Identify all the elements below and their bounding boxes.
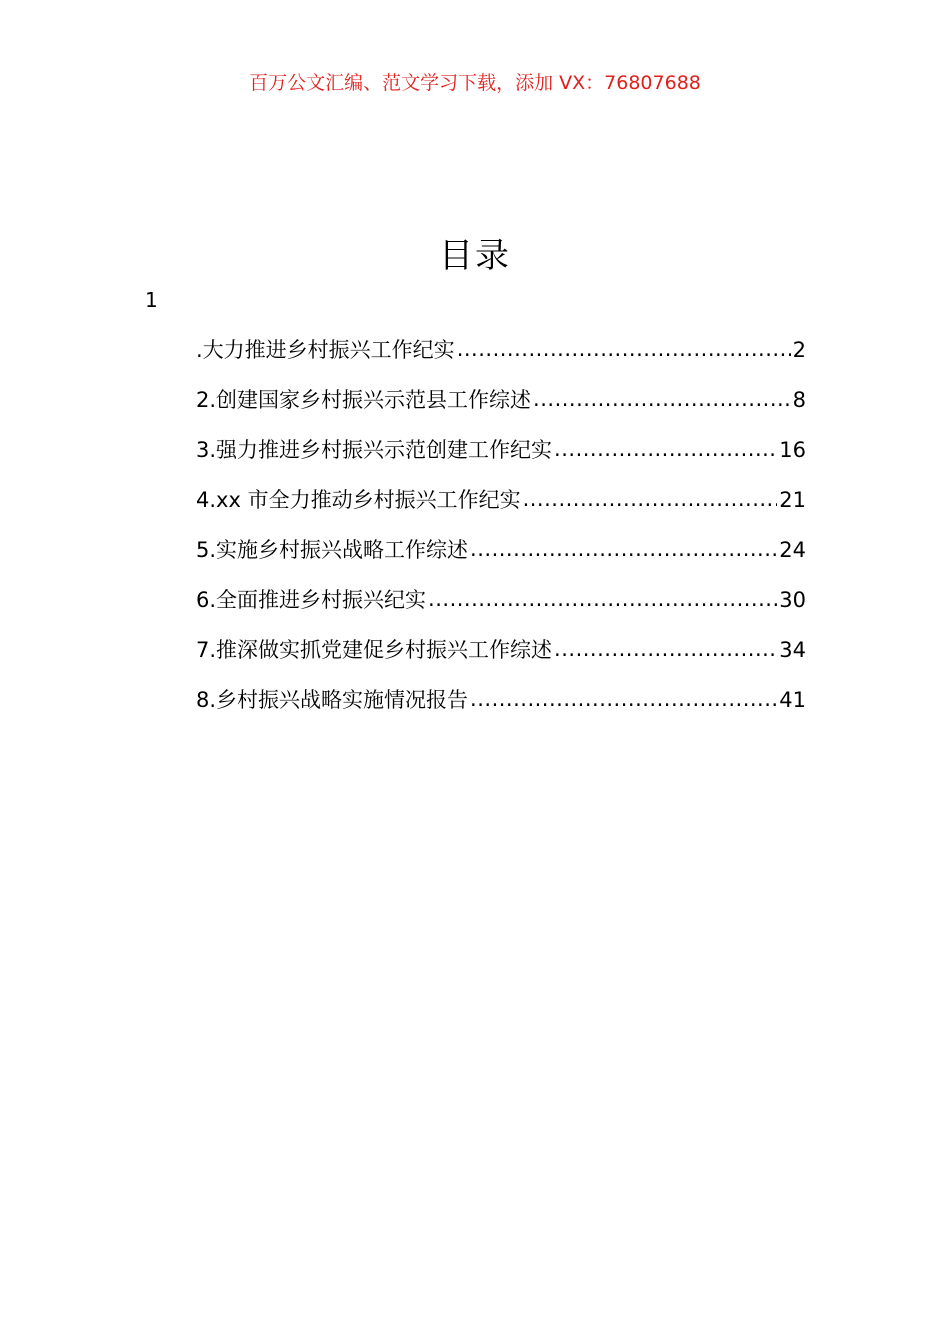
toc-entry[interactable] bbox=[196, 634, 806, 684]
toc-entry[interactable] bbox=[196, 484, 806, 534]
toc-entry[interactable] bbox=[196, 384, 806, 434]
toc-entry-label: 4.xx 市全力推动乡村振兴工作纪实 bbox=[196, 488, 521, 512]
toc-entry-label: 7.推深做实抓党建促乡村振兴工作综述 bbox=[196, 638, 553, 662]
dot-leader bbox=[554, 437, 777, 461]
toc-entry-page: 21 bbox=[779, 488, 806, 512]
toc-entry[interactable] bbox=[196, 334, 806, 384]
toc-entry[interactable] bbox=[196, 684, 806, 734]
header-note: 百万公文汇编、范文学习下载，添加 VX：76807688 bbox=[249, 72, 701, 94]
toc-number: 1 bbox=[145, 288, 158, 312]
toc-entry[interactable] bbox=[196, 434, 806, 484]
dot-leader bbox=[428, 587, 777, 611]
toc-list bbox=[196, 334, 806, 734]
toc-entry-label: 3.强力推进乡村振兴示范创建工作纪实 bbox=[196, 438, 553, 462]
dot-leader bbox=[457, 337, 791, 361]
dot-leader bbox=[523, 487, 778, 511]
toc-entry-page: 2 bbox=[792, 338, 806, 362]
toc-entry-page: 24 bbox=[779, 538, 806, 562]
dot-leader bbox=[470, 537, 777, 561]
toc-entry-page: 16 bbox=[779, 438, 806, 462]
toc-entry-label: 2.创建国家乡村振兴示范县工作综述 bbox=[196, 388, 532, 412]
toc-entry-label: 6.全面推进乡村振兴纪实 bbox=[196, 588, 427, 612]
toc-entry-label: .大力推进乡村振兴工作纪实 bbox=[196, 338, 455, 362]
toc-entry-page: 34 bbox=[779, 638, 806, 662]
dot-leader bbox=[533, 387, 791, 411]
toc-entry-label: 5.实施乡村振兴战略工作综述 bbox=[196, 538, 469, 562]
toc-entry-page: 8 bbox=[792, 388, 806, 412]
toc-entry-page: 30 bbox=[779, 588, 806, 612]
toc-entry[interactable] bbox=[196, 534, 806, 584]
toc-title: 目录 bbox=[439, 236, 511, 276]
toc-entry-label: 8.乡村振兴战略实施情况报告 bbox=[196, 688, 469, 712]
dot-leader bbox=[470, 687, 777, 711]
toc-entry-page: 41 bbox=[779, 688, 806, 712]
dot-leader bbox=[554, 637, 777, 661]
toc-entry[interactable] bbox=[196, 584, 806, 634]
